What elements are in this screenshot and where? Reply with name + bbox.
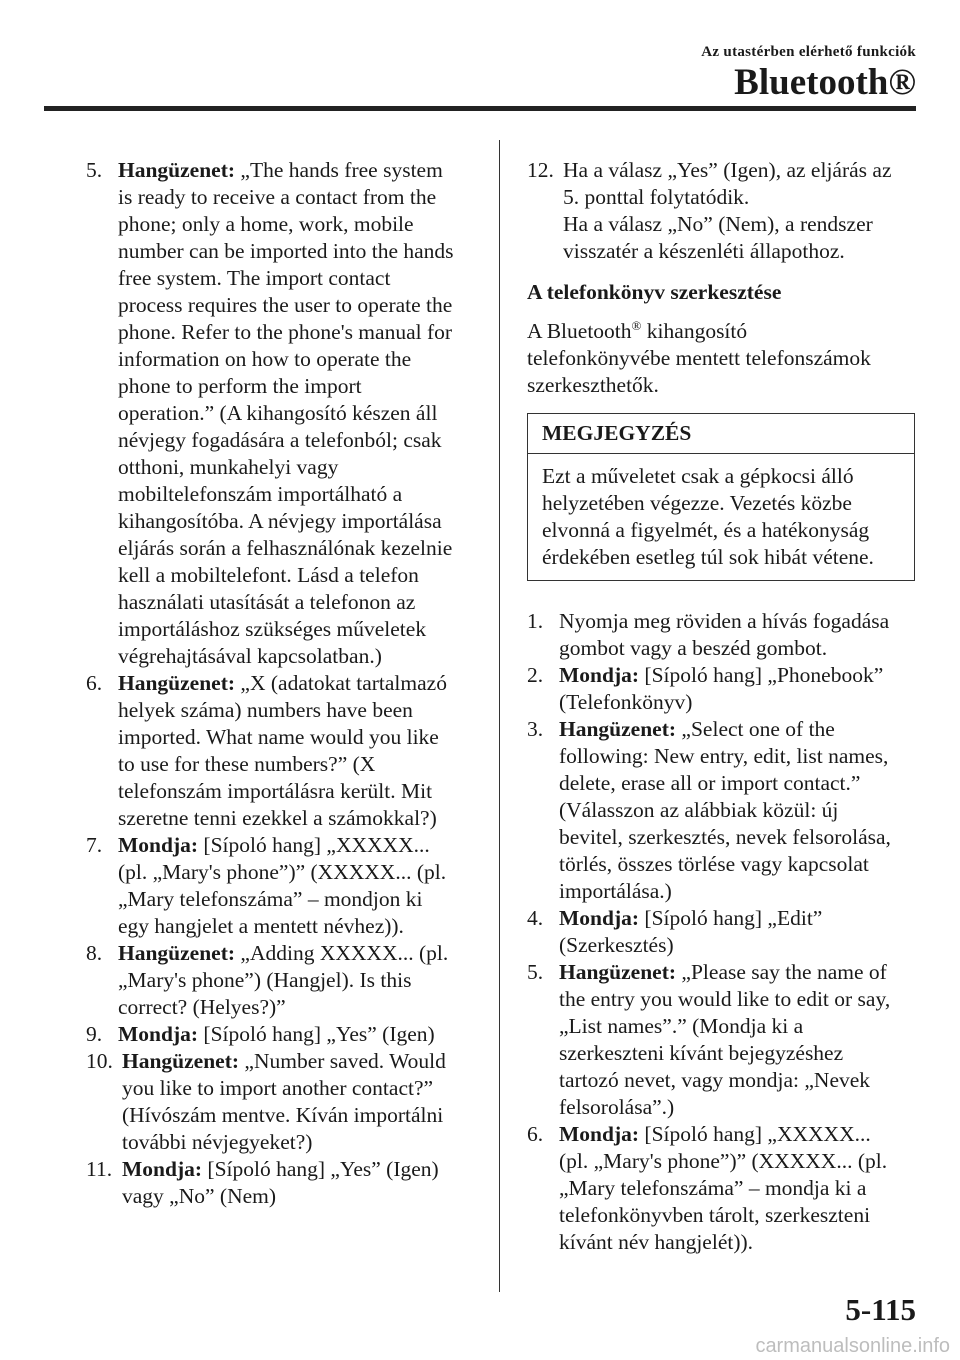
right-column xyxy=(527,157,915,1256)
step-keyword: Hangüzenet: xyxy=(559,960,677,984)
step-line: correct? (Helyes?)” xyxy=(118,995,286,1019)
section-title: A telefonkönyv szerkesztése xyxy=(527,280,782,304)
intro-line: telefonkönyvébe mentett telefonszámok xyxy=(527,346,871,370)
step-line: process requires the user to operate the xyxy=(118,293,453,317)
step-keyword: Hangüzenet: xyxy=(559,717,677,741)
step-text: „Adding XXXXX... (pl. xyxy=(240,941,449,965)
step-line: delete, erase all or import contact.” xyxy=(559,771,861,795)
intro-prefix: A Bluetooth xyxy=(527,319,632,343)
step-text: „X (adatokat tartalmazó xyxy=(240,671,447,695)
step-line: (Hívószám mentve. Kíván importálni xyxy=(122,1103,444,1127)
step-line: felsorolása”.) xyxy=(559,1095,675,1119)
step-keyword: Mondja: xyxy=(118,1022,199,1046)
step-number: 7. xyxy=(86,833,103,857)
left-column xyxy=(86,157,471,1210)
step-number: 5. xyxy=(86,158,103,182)
step-line: tartozó nevet, vagy mondja: „Nevek xyxy=(559,1068,871,1092)
step-line: 5. ponttal folytatódik. xyxy=(563,185,750,209)
step-number: 12. xyxy=(527,158,554,182)
step-6 xyxy=(86,670,471,832)
step-keyword: Hangüzenet: xyxy=(118,158,236,182)
step-5 xyxy=(86,157,471,670)
step-text: [Sípoló hang] „XXXXX... xyxy=(203,833,430,857)
step-5 xyxy=(527,959,915,1121)
step-line: free system. The import contact xyxy=(118,266,391,290)
step-number: 4. xyxy=(527,906,544,930)
step-keyword: Mondja: xyxy=(559,663,640,687)
step-line: phone; only a home, work, mobile xyxy=(118,212,414,236)
step-line: szeretne tenni ezekkel a számokkal?) xyxy=(118,806,437,830)
step-line: „Mary telefonszáma” – mondja ki a xyxy=(559,1176,867,1200)
step-text: [Sípoló hang] „Phonebook” xyxy=(644,663,884,687)
registered-mark: ® xyxy=(631,317,642,333)
step-keyword: Hangüzenet: xyxy=(118,941,236,965)
step-line xyxy=(559,716,915,743)
step-line: „Mary's phone”) (Hangjel). Is this xyxy=(118,968,412,992)
step-line xyxy=(118,940,471,967)
step-line: the entry you would like to edit or say, xyxy=(559,987,891,1011)
step-keyword: Hangüzenet: xyxy=(122,1049,240,1073)
step-keyword: Mondja: xyxy=(122,1157,203,1181)
intro-rest: kihangosító xyxy=(641,319,748,343)
step-line xyxy=(559,959,915,986)
intro-line xyxy=(527,318,915,345)
step-line: information on how to operate the xyxy=(118,347,412,371)
step-line: használati utasítását a telefonon az xyxy=(118,590,416,614)
note-heading: MEGJEGYZÉS xyxy=(528,414,914,454)
step-line: Nyomja meg röviden a hívás fogadása xyxy=(559,609,890,633)
step-text: [Sípoló hang] „Yes” (Igen) xyxy=(203,1022,435,1046)
step-keyword: Mondja: xyxy=(559,1122,640,1146)
step-text: „Number saved. Would xyxy=(244,1049,446,1073)
step-number: 6. xyxy=(86,671,103,695)
step-number: 3. xyxy=(527,717,544,741)
note-line: elvonná a figyelmét, és a hatékonyság xyxy=(542,518,870,542)
step-line: (pl. „Mary's phone”)” (XXXXX... (pl. xyxy=(118,860,447,884)
step-number: 6. xyxy=(527,1122,544,1146)
step-line xyxy=(122,1048,471,1075)
step-line: egy hangjelet a mentett névhez)). xyxy=(118,914,404,938)
step-line xyxy=(122,1156,471,1183)
step-line: following: New entry, edit, list names, xyxy=(559,744,889,768)
note-line: érdekében esetleg túl sok hibát vétene. xyxy=(542,545,874,569)
step-line xyxy=(118,832,471,859)
step-text: [Sípoló hang] „XXXXX... xyxy=(644,1122,871,1146)
note-line: helyzetében végezze. Vezetés közbe xyxy=(542,491,852,515)
step-8 xyxy=(86,940,471,1021)
step-line: telefonkönyvben tárolt, szerkeszteni xyxy=(559,1203,871,1227)
step-line: szerkeszteni kívánt bejegyzéshez xyxy=(559,1041,844,1065)
note-body xyxy=(528,454,914,580)
header-subtitle: Az utastérben elérhető funkciók xyxy=(701,44,916,60)
step-line: kívánt név hangjelét)). xyxy=(559,1230,754,1254)
step-12 xyxy=(527,157,915,265)
step-text: [Sípoló hang] „Yes” (Igen) xyxy=(207,1157,439,1181)
step-line: (pl. „Mary's phone”)” (XXXXX... (pl. xyxy=(559,1149,888,1173)
step-keyword: Mondja: xyxy=(559,906,640,930)
step-line: otthoni, munkahelyi vagy xyxy=(118,455,339,479)
step-line: (Válasszon az alábbiak közül: új xyxy=(559,798,839,822)
step-line: törlés, összes törlése vagy kapcsolat xyxy=(559,852,869,876)
watermark: carmanualsonline.info xyxy=(755,1335,950,1357)
edit-steps-list xyxy=(527,608,915,1256)
step-keyword: Hangüzenet: xyxy=(118,671,236,695)
step-line: phone. Refer to the phone's manual for xyxy=(118,320,453,344)
step-line: „List names”.” (Mondja ki a xyxy=(559,1014,804,1038)
step-text: [Sípoló hang] „Edit” xyxy=(644,906,823,930)
page-number: 5-115 xyxy=(845,1292,916,1327)
step-line: number can be imported into the hands xyxy=(118,239,454,263)
step-number: 1. xyxy=(527,609,544,633)
step-text: „The hands free system xyxy=(240,158,443,182)
note-line: Ezt a műveletet csak a gépkocsi álló xyxy=(542,464,854,488)
step-line: (Telefonkönyv) xyxy=(559,690,693,714)
step-line: mobiltelefonszám importálható a xyxy=(118,482,403,506)
step-9 xyxy=(86,1021,471,1048)
step-1 xyxy=(527,608,915,662)
note-box xyxy=(527,413,915,581)
step-text: „Select one of the xyxy=(681,717,835,741)
step-line: operation.” (A kihangosító készen áll xyxy=(118,401,438,425)
step-10 xyxy=(86,1048,471,1156)
step-line: „Mary telefonszáma” – mondjon ki xyxy=(118,887,423,911)
step-line: importáláshoz szükséges műveletek xyxy=(118,617,427,641)
step-line: Ha a válasz „Yes” (Igen), az eljárás az xyxy=(563,158,892,182)
step-line: to use for these numbers?” (X xyxy=(118,752,376,776)
step-7 xyxy=(86,832,471,940)
step-number: 10. xyxy=(86,1049,113,1073)
step-line: eljárás során a felhasználónak kezelnie xyxy=(118,536,453,560)
page-header xyxy=(701,44,916,104)
step-11 xyxy=(86,1156,471,1210)
step-line: vagy „No” (Nem) xyxy=(122,1184,277,1208)
step-line: importálása.) xyxy=(559,879,672,903)
step-line: (Szerkesztés) xyxy=(559,933,674,957)
step-number: 11. xyxy=(86,1157,113,1181)
step-line: végrehajtásával kapcsolatban.) xyxy=(118,644,382,668)
step-2 xyxy=(527,662,915,716)
step-line: gombot vagy a beszéd gombot. xyxy=(559,636,828,660)
step-line: phone to perform the import xyxy=(118,374,362,398)
step-number: 9. xyxy=(86,1022,103,1046)
intro-line: szerkeszthetők. xyxy=(527,373,659,397)
step-6 xyxy=(527,1121,915,1256)
step-line xyxy=(118,157,471,184)
step-line: imported. What name would you like xyxy=(118,725,439,749)
step-line: Ha a válasz „No” (Nem), a rendszer xyxy=(563,212,873,236)
header-rule xyxy=(44,106,916,111)
step-line: visszatér a készenléti állapothoz. xyxy=(563,239,845,263)
step-number: 5. xyxy=(527,960,544,984)
step-line xyxy=(559,1121,915,1148)
step-3 xyxy=(527,716,915,905)
step-4 xyxy=(527,905,915,959)
step-line: is ready to receive a contact from the xyxy=(118,185,437,209)
step-line: bevitel, szerkesztés, nevek felsorolása, xyxy=(559,825,891,849)
step-line xyxy=(559,905,915,932)
step-number: 8. xyxy=(86,941,103,965)
step-line xyxy=(118,1021,471,1048)
intro-paragraph xyxy=(527,318,915,399)
step-line: you like to import another contact?” xyxy=(122,1076,434,1100)
column-divider xyxy=(499,140,500,1292)
step-line: névjegy fogadására a telefonból; csak xyxy=(118,428,442,452)
header-title: Bluetooth® xyxy=(734,62,916,103)
step-line: további névjegyeket?) xyxy=(122,1130,313,1154)
step-line: telefonszám importálásra került. Mit xyxy=(118,779,433,803)
step-line xyxy=(118,670,471,697)
step-line: kell a mobiltelefont. Lásd a telefon xyxy=(118,563,419,587)
step-number: 2. xyxy=(527,663,544,687)
step-line xyxy=(559,662,915,689)
step-keyword: Mondja: xyxy=(118,833,199,857)
step-line: kihangosítóba. A névjegy importálása xyxy=(118,509,442,533)
step-line: helyek száma) numbers have been xyxy=(118,698,413,722)
step-text: „Please say the name of xyxy=(681,960,887,984)
